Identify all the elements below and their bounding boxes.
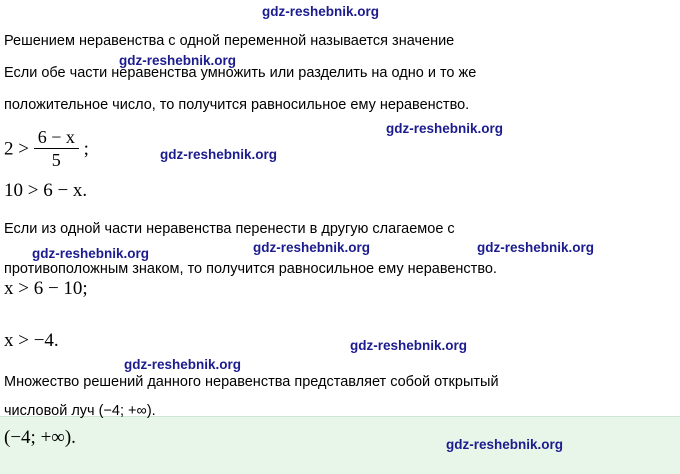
- answer-highlight-bar: [0, 416, 680, 474]
- math-line-2: x > 6 − 10;: [4, 278, 88, 299]
- watermark: gdz-reshebnik.org: [446, 437, 564, 452]
- math-line-3: x > −4.: [4, 330, 59, 351]
- watermark: gdz-reshebnik.org: [124, 357, 242, 372]
- watermark: gdz-reshebnik.org: [160, 147, 278, 162]
- fraction-suffix: ;: [83, 138, 89, 160]
- math-fraction-inequality: [4, 128, 89, 172]
- paragraph-2: Если обе части неравенства умножить или разделить на одно и то же: [4, 65, 477, 81]
- watermark: gdz-reshebnik.org: [262, 4, 380, 19]
- paragraph-7: числовой луч (−4; +∞).: [4, 403, 156, 419]
- watermark: gdz-reshebnik.org: [386, 121, 504, 136]
- watermark: gdz-reshebnik.org: [253, 240, 371, 255]
- math-line-1: 10 > 6 − x.: [4, 180, 88, 201]
- answer-text: (−4; +∞).: [4, 427, 76, 448]
- watermark: gdz-reshebnik.org: [477, 240, 595, 255]
- fraction-denominator: 5: [34, 148, 79, 172]
- fraction: [34, 127, 79, 171]
- watermark: gdz-reshebnik.org: [350, 338, 468, 353]
- paragraph-3: положительное число, то получится равносильное ему неравенство.: [4, 97, 470, 113]
- fraction-lhs: 2 >: [4, 138, 29, 160]
- paragraph-5: противоположным знаком, то получится равносильное ему неравенство.: [4, 261, 497, 277]
- watermark: gdz-reshebnik.org: [32, 246, 150, 261]
- fraction-numerator: 6 − x: [37, 127, 75, 147]
- paragraph-1: Решением неравенства с одной переменной называется значение: [4, 33, 455, 49]
- paragraph-4: Если из одной части неравенства перенести в другую слагаемое с: [4, 221, 455, 237]
- paragraph-6: Множество решений данного неравенства представляет собой открытый: [4, 374, 499, 390]
- watermark: gdz-reshebnik.org: [119, 53, 237, 68]
